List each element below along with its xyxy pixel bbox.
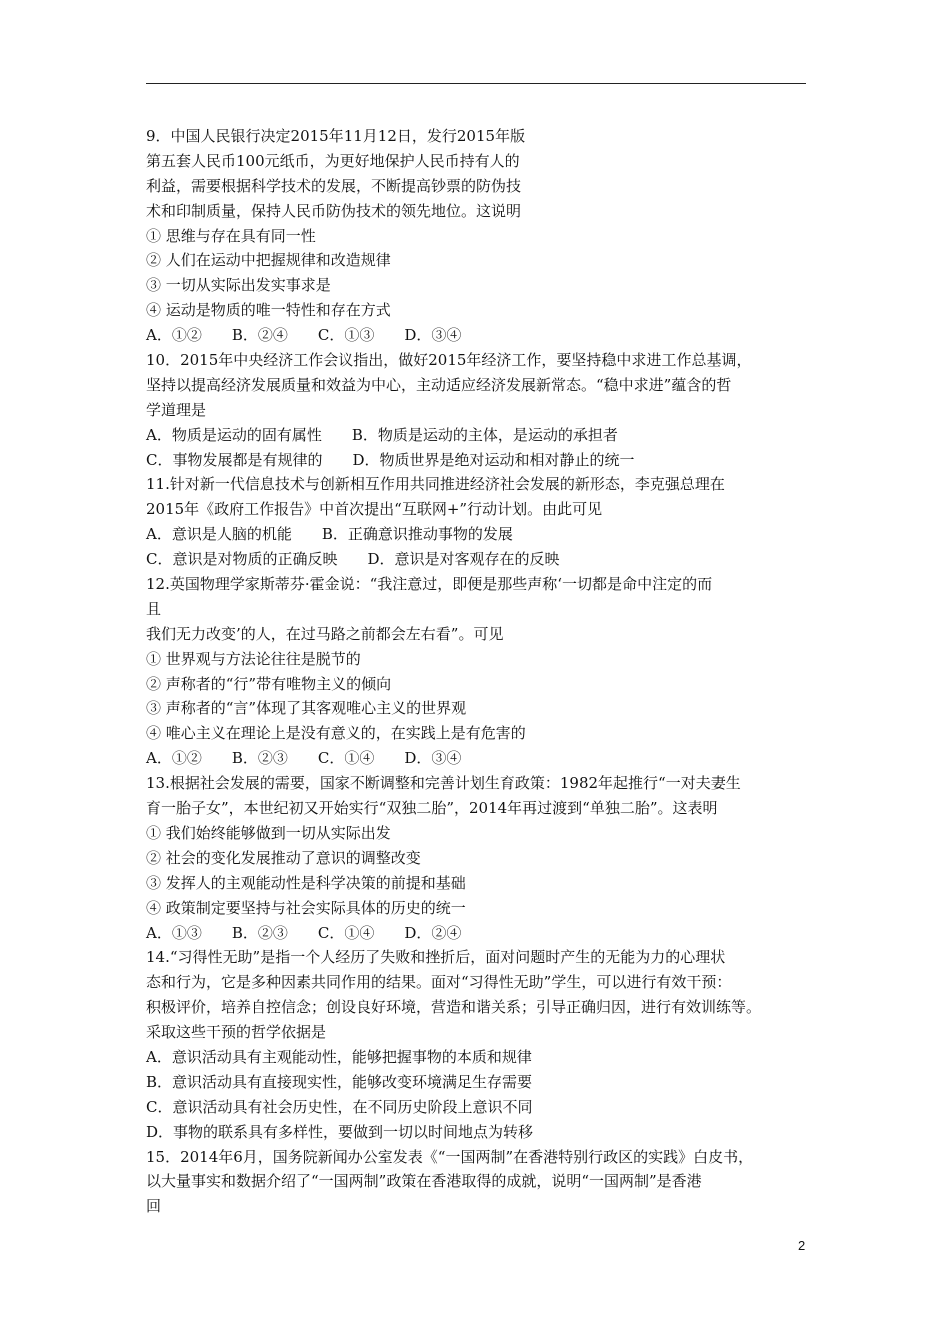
text-line: C．事物发展都是有规律的 D．物质世界是绝对运动和相对静止的统一 <box>146 450 635 469</box>
text-line: 回 <box>146 1197 162 1216</box>
text-line: A．①② B．②③ C．①④ D．③④ <box>146 749 462 768</box>
text-line: C．意识活动具有社会历史性，在不同历史阶段上意识不同 <box>146 1097 533 1116</box>
text-line: 学道理是 <box>146 400 207 419</box>
text-line: ② 声称者的“行”带有唯物主义的倾向 <box>146 674 392 693</box>
text-line: 第五套人民币100元纸币，为更好地保护人民币持有人的 <box>146 151 520 170</box>
text-line: 术和印制质量，保持人民币防伪技术的领先地位。这说明 <box>146 201 522 220</box>
text-line: C．意识是对物质的正确反映 D．意识是对客观存在的反映 <box>146 550 560 569</box>
text-line: ① 思维与存在具有同一性 <box>146 226 316 245</box>
text-line: 15．2014年6月，国务院新闻办公室发表《“一国两制”在香港特别行政区的实践》白皮书， <box>146 1147 754 1166</box>
text-line: 10．2015年中央经济工作会议指出，做好2015年经济工作，要坚持稳中求进工作总基调， <box>146 351 752 370</box>
text-line: 9．中国人民银行决定2015年11月12日，发行2015年版 <box>146 127 526 145</box>
text-line: 采取这些干预的哲学依据是 <box>146 1023 327 1042</box>
text-line: 育一胎子女”，本世纪初又开始实行“双独二胎”，2014年再过渡到“单独二胎”。这表明 <box>146 799 718 818</box>
text-line: ③ 声称者的“言”体现了其客观唯心主义的世界观 <box>146 699 467 718</box>
text-line: A．意识活动具有主观能动性，能够把握事物的本质和规律 <box>146 1047 532 1066</box>
text-line: ④ 政策制定要坚持与社会实际具体的历史的统一 <box>146 898 466 917</box>
text-line: 以大量事实和数据介绍了“一国两制”政策在香港取得的成就，说明“一国两制”是香港 <box>146 1172 702 1191</box>
text-line: A．意识是人脑的机能 B．正确意识推动事物的发展 <box>146 525 513 544</box>
text-line: 12.英国物理学家斯蒂芬·霍金说：“我注意过，即便是那些声称‘一切都是命中注定的而 <box>146 575 713 594</box>
text-line: 2015年《政府工作报告》中首次提出“互联网+”行动计划。由此可见 <box>146 500 603 519</box>
text-line: 且 <box>146 599 162 618</box>
text-line: A．物质是运动的固有属性 B．物质是运动的主体，是运动的承担者 <box>146 425 618 444</box>
text-line: ① 世界观与方法论往往是脱节的 <box>146 649 361 668</box>
text-line: ③ 发挥人的主观能动性是科学决策的前提和基础 <box>146 873 466 892</box>
text-line: 态和行为，它是多种因素共同作用的结果。面对“习得性无助”学生，可以进行有效干预： <box>146 973 732 992</box>
text-line: ② 人们在运动中把握规律和改造规律 <box>146 251 391 270</box>
page-number: 2 <box>798 1238 806 1253</box>
text-line: A．①② B．②④ C．①③ D．③④ <box>146 326 462 345</box>
text-line: ③ 一切从实际出发实事求是 <box>146 276 331 295</box>
text-line: 14.“习得性无助”是指一个人经历了失败和挫折后，面对问题时产生的无能为力的心理状 <box>146 948 726 967</box>
document-body <box>146 124 810 1219</box>
text-line: A．①③ B．②③ C．①④ D．②④ <box>146 923 462 942</box>
text-line: 积极评价，培养自控信念；创设良好环境，营造和谐关系；引导正确归因，进行有效训练等。 <box>146 998 762 1017</box>
text-line: 坚持以提高经济发展质量和效益为中心，主动适应经济发展新常态。“稳中求进”蕴含的哲 <box>146 375 732 394</box>
text-line: 利益，需要根据科学技术的发展，不断提高钞票的防伪技 <box>146 176 522 195</box>
header-rule <box>146 83 806 84</box>
text-line: 13.根据社会发展的需要，国家不断调整和完善计划生育政策：1982年起推行“一对夫妻生 <box>146 774 741 793</box>
text-line: B．意识活动具有直接现实性，能够改变环境满足生存需要 <box>146 1072 533 1091</box>
text-line: ① 我们始终能够做到一切从实际出发 <box>146 823 391 842</box>
text-line: D．事物的联系具有多样性，要做到一切以时间地点为转移 <box>146 1122 534 1141</box>
text-line: 我们无力改变’的人，在过马路之前都会左右看”。可见 <box>146 624 504 643</box>
text-line: ④ 运动是物质的唯一特性和存在方式 <box>146 301 391 320</box>
text-line: 11.针对新一代信息技术与创新相互作用共同推进经济社会发展的新形态，李克强总理在 <box>146 475 725 494</box>
text-line: ② 社会的变化发展推动了意识的调整改变 <box>146 848 421 867</box>
text-line: ④ 唯心主义在理论上是没有意义的，在实践上是有危害的 <box>146 724 526 743</box>
